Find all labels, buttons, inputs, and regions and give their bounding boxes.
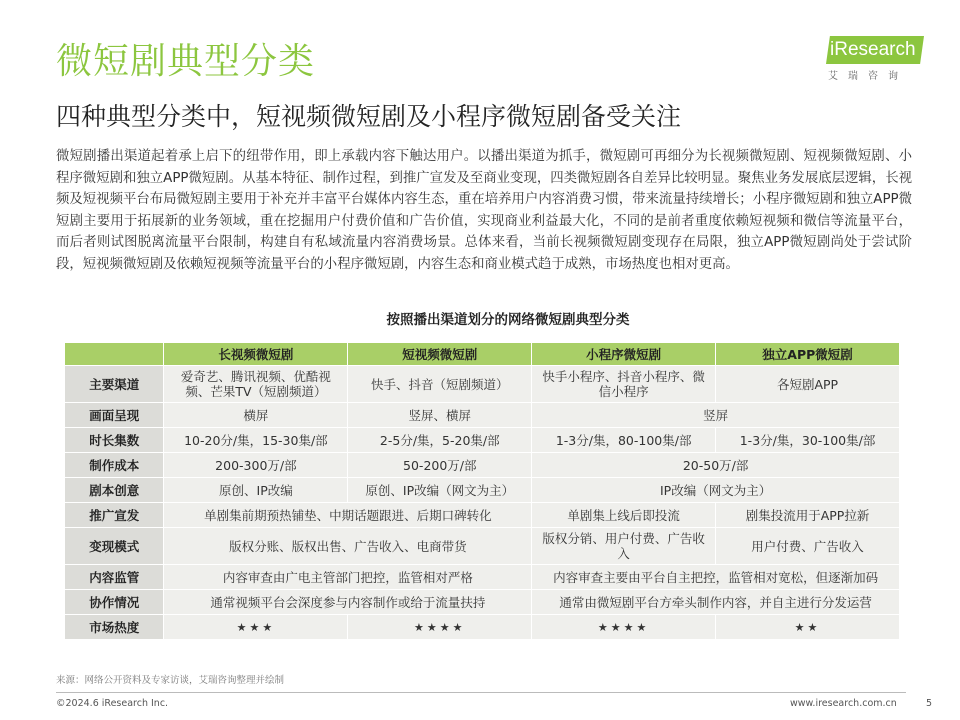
table-corner-cell (65, 343, 163, 365)
row-header-channel: 主要渠道 (65, 366, 163, 402)
table-cell: 2-5分/集，5-20集/部 (348, 428, 531, 452)
table-cell: 原创、IP改编 (164, 478, 347, 502)
classification-table (64, 342, 900, 640)
table-cell: 竖屏、横屏 (348, 403, 531, 427)
table-row (65, 403, 899, 427)
table-cell: 10-20分/集，15-30集/部 (164, 428, 347, 452)
col-header-mini-program: 小程序微短剧 (532, 343, 715, 365)
table-cell: 通常由微短剧平台方牵头制作内容，并自主进行分发运营 (532, 590, 899, 614)
table-cell: 内容审查主要由平台自主把控，监管相对宽松，但逐渐加码 (532, 565, 899, 589)
row-header-review: 内容监管 (65, 565, 163, 589)
row-header-collab: 协作情况 (65, 590, 163, 614)
footer-divider (56, 692, 906, 693)
star-rating: ★★★★ (532, 615, 715, 639)
table-cell: 竖屏 (532, 403, 899, 427)
table-cell: 内容审查由广电主管部门把控，监管相对严格 (164, 565, 531, 589)
row-header-monetize: 变现模式 (65, 528, 163, 564)
table-cell: 20-50万/部 (532, 453, 899, 477)
table-cell: 版权分销、用户付费、广告收入 (532, 528, 715, 564)
table-cell: 各短剧APP (716, 366, 899, 402)
table-row (65, 478, 899, 502)
row-header-promo: 推广宣发 (65, 503, 163, 527)
table-cell: 横屏 (164, 403, 347, 427)
table-cell: 200-300万/部 (164, 453, 347, 477)
iresearch-logo (826, 30, 936, 86)
table-cell: 剧集投流用于APP拉新 (716, 503, 899, 527)
star-rating: ★★★★ (348, 615, 531, 639)
source-note: 来源：网络公开资料及专家访谈，艾瑞咨询整理并绘制 (56, 675, 285, 686)
body-paragraph: 微短剧播出渠道起着承上启下的纽带作用，即上承载内容下触达用户。以播出渠道为抓手，微短剧可再细分为长视频微短剧、短视频微短剧、小程序微短剧和独立APP微短剧。从基本特征、制作过程，到推广宣发及至商业变现，四类微短剧各自差异比较明显。聚焦业务发展底层逻辑，长视频及短视频平台布局微短剧主要用于补充并丰富平台媒体内容生态，重在培养用户内容消费习惯，带来流量持续增长；小程序微短剧和独立APP微短剧主要用于拓展新的业务领域，重在挖掘用户付费价值和广告价值，实现商业利益最大化，不同的是前者重度依赖短视频和微信等流量平台，而后者则试图脱离流量平台限制，构建自有私域流量内容消费场景。总体来看，当前长视频微短剧变现存在局限，独立APP微短剧尚处于尝试阶段，短视频微短剧及依赖短视频等流量平台的小程序微短剧，内容生态和商业模式趋于成熟，市场热度也相对更高。 (56, 149, 912, 272)
star-rating: ★★★ (164, 615, 347, 639)
table-cell: IP改编（网文为主） (532, 478, 899, 502)
table-row (65, 503, 899, 527)
table-cell: 原创、IP改编（网文为主） (348, 478, 531, 502)
website-link[interactable]: www.iresearch.com.cn (790, 698, 897, 709)
col-header-short-video: 短视频微短剧 (348, 343, 531, 365)
row-header-screen: 画面呈现 (65, 403, 163, 427)
table-row (65, 615, 899, 639)
page-subtitle: 四种典型分类中，短视频微短剧及小程序微短剧备受关注 (56, 102, 682, 131)
page-number: 5 (926, 698, 933, 709)
row-header-duration: 时长集数 (65, 428, 163, 452)
table-cell: 1-3分/集，80-100集/部 (532, 428, 715, 452)
table-cell: 单剧集前期预热铺垫、中期话题跟进、后期口碑转化 (164, 503, 531, 527)
star-rating: ★★ (716, 615, 899, 639)
row-header-cost: 制作成本 (65, 453, 163, 477)
table-row (65, 453, 899, 477)
table-row (65, 528, 899, 564)
col-header-long-video: 长视频微短剧 (164, 343, 347, 365)
page-title: 微短剧典型分类 (56, 41, 316, 82)
table-cell: 爱奇艺、腾讯视频、优酷视频、芒果TV（短剧频道） (164, 366, 347, 402)
table-row (65, 366, 899, 402)
logo-sub-text: 艾瑞咨询 (828, 71, 908, 82)
table-row (65, 565, 899, 589)
table-cell: 单剧集上线后即投流 (532, 503, 715, 527)
copyright-text: ©2024.6 iResearch Inc. (56, 698, 169, 709)
table-header-row (65, 343, 899, 365)
table-cell: 用户付费、广告收入 (716, 528, 899, 564)
table-row (65, 590, 899, 614)
table-cell: 50-200万/部 (348, 453, 531, 477)
row-header-script: 剧本创意 (65, 478, 163, 502)
col-header-standalone-app: 独立APP微短剧 (716, 343, 899, 365)
table-title: 按照播出渠道划分的网络微短剧典型分类 (386, 312, 630, 328)
table-cell: 快手、抖音（短剧频道） (348, 366, 531, 402)
table-cell: 1-3分/集，30-100集/部 (716, 428, 899, 452)
row-header-heat: 市场热度 (65, 615, 163, 639)
table-cell: 通常视频平台会深度参与内容制作或给于流量扶持 (164, 590, 531, 614)
table-row (65, 428, 899, 452)
table-cell: 快手小程序、抖音小程序、微信小程序 (532, 366, 715, 402)
table-cell: 版权分账、版权出售、广告收入、电商带货 (164, 528, 531, 564)
logo-brand-text: iResearch (830, 39, 916, 60)
